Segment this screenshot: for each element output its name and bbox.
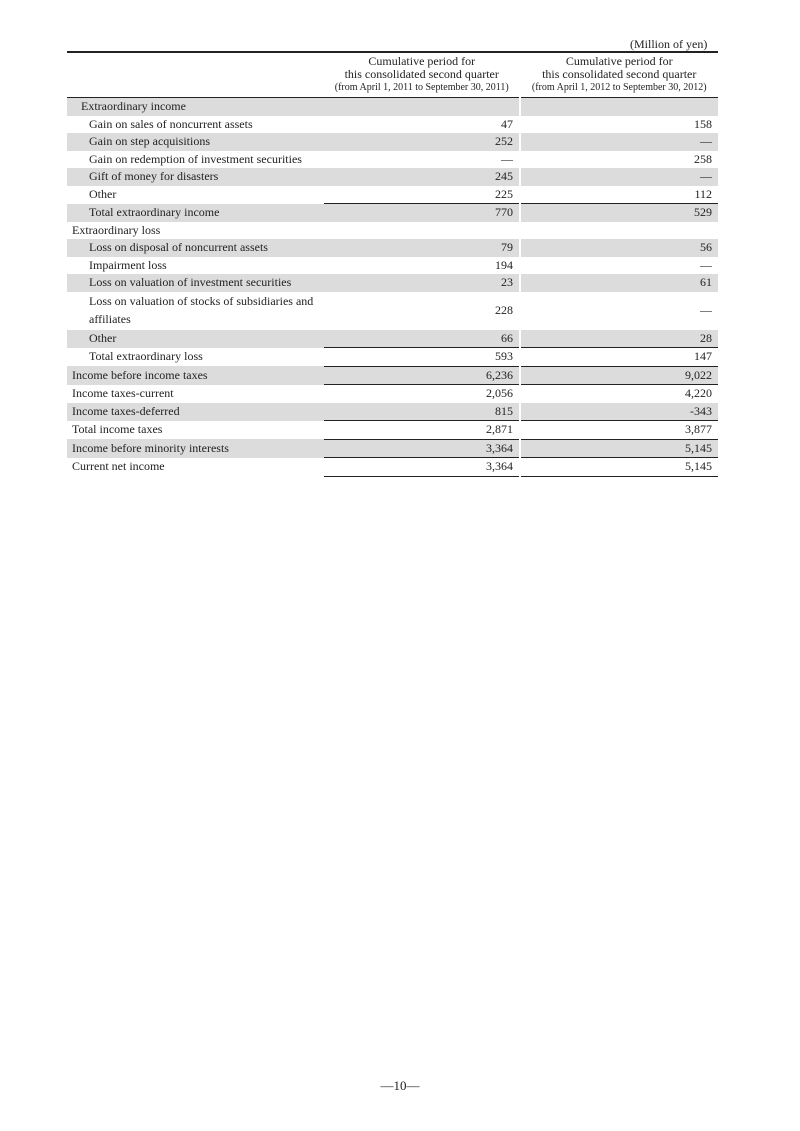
row-label: Gain on sales of noncurrent assets [89, 116, 253, 131]
row-label: Income taxes-deferred [67, 403, 324, 421]
subtotal-row [67, 421, 718, 440]
row-value-current: 529 [520, 204, 718, 222]
table-row [67, 133, 718, 151]
header-prior-line3: (from April 1, 2011 to September 30, 2011) [334, 82, 509, 93]
subtotal-row [67, 348, 718, 367]
row-label: Income before income taxes [67, 366, 324, 385]
row-value-current: — [520, 133, 718, 151]
header-label-cell [67, 52, 324, 98]
row-label: Impairment loss [89, 257, 167, 272]
table-header-row [67, 52, 718, 98]
row-value-prior [324, 98, 520, 116]
row-label: Total income taxes [72, 422, 163, 436]
row-value-current: 5,145 [520, 458, 718, 477]
unit-label: (Million of yen) [630, 37, 708, 51]
row-label: Total extraordinary income [67, 204, 324, 222]
row-value-prior: 3,364 [324, 458, 520, 477]
row-label: Extraordinary income [67, 98, 324, 116]
row-value-current: — [520, 168, 718, 186]
table-row [67, 222, 718, 240]
row-label: Loss on disposal of noncurrent assets [67, 239, 324, 257]
table-row [67, 151, 718, 169]
row-value-current: 9,022 [520, 366, 718, 385]
row-value-prior: 66 [324, 330, 520, 348]
row-value-prior: — [501, 151, 513, 166]
row-value-current [520, 98, 718, 116]
table-row [67, 257, 718, 275]
row-value-prior: 225 [495, 186, 513, 201]
row-value-current: — [520, 292, 718, 330]
row-value-prior: 770 [324, 204, 520, 222]
row-label: Gift of money for disasters [67, 168, 324, 186]
table-row [67, 385, 718, 403]
row-value-prior: 23 [324, 274, 520, 292]
row-value-current: 61 [520, 274, 718, 292]
row-value-prior [324, 222, 520, 240]
row-value-prior: 47 [501, 116, 513, 131]
table-row [67, 116, 718, 134]
header-prior-period [324, 52, 520, 98]
subtotal-row [67, 204, 718, 222]
row-value-current: 56 [520, 239, 718, 257]
row-value-prior: 593 [324, 348, 520, 367]
table-row [67, 98, 718, 116]
row-value-prior: 228 [495, 302, 513, 317]
row-label: Income before minority interests [67, 439, 324, 458]
row-value-prior: 79 [324, 239, 520, 257]
row-label: Gain on redemption of investment securities [89, 151, 302, 166]
row-value-current: 112 [520, 186, 718, 204]
row-value-current: 158 [520, 116, 718, 134]
row-value-prior: 2,871 [324, 421, 520, 440]
row-value-prior: 194 [495, 257, 513, 272]
table-row [67, 274, 718, 292]
subtotal-row [67, 439, 718, 458]
row-value-current: — [520, 257, 718, 275]
page-number: ―10― [380, 1078, 420, 1093]
row-value-current: 3,877 [520, 421, 718, 440]
row-label: Loss on valuation of stocks of subsidiaries and affiliates [89, 294, 314, 326]
table-row [67, 403, 718, 421]
table-row [67, 292, 718, 330]
table-row [67, 239, 718, 257]
row-label: Income taxes-current [72, 385, 174, 400]
header-current-line3: (from April 1, 2012 to September 30, 2012) [531, 82, 707, 93]
row-value-prior: 6,236 [324, 366, 520, 385]
row-label: Other [89, 186, 117, 201]
row-value-current: 147 [520, 348, 718, 367]
table-row [67, 168, 718, 186]
total-row [67, 458, 718, 477]
header-prior-line1: Cumulative period for [368, 54, 476, 68]
row-value-current: -343 [520, 403, 718, 421]
row-value-current: 5,145 [520, 439, 718, 458]
header-current-line1: Cumulative period for [565, 54, 673, 68]
row-value-prior: 252 [324, 133, 520, 151]
table-row [67, 330, 718, 348]
row-label: Extraordinary loss [72, 222, 161, 237]
subtotal-row [67, 366, 718, 385]
header-prior-line2: this consolidated second quarter [344, 67, 499, 81]
row-label: Other [67, 330, 324, 348]
row-value-current: 28 [520, 330, 718, 348]
table-row [67, 186, 718, 204]
row-value-current [520, 222, 718, 240]
header-current-period [520, 52, 718, 98]
row-label: Gain on step acquisitions [67, 133, 324, 151]
row-label: Current net income [72, 459, 165, 473]
row-label: Loss on valuation of investment securities [67, 274, 324, 292]
row-value-prior: 815 [324, 403, 520, 421]
row-value-prior: 2,056 [324, 385, 520, 403]
row-value-current: 258 [520, 151, 718, 169]
extraordinary-items-table [67, 51, 718, 477]
row-value-current: 4,220 [520, 385, 718, 403]
header-current-line2: this consolidated second quarter [542, 67, 697, 81]
row-value-prior: 3,364 [324, 439, 520, 458]
row-label: Total extraordinary loss [89, 349, 203, 363]
row-value-prior: 245 [324, 168, 520, 186]
